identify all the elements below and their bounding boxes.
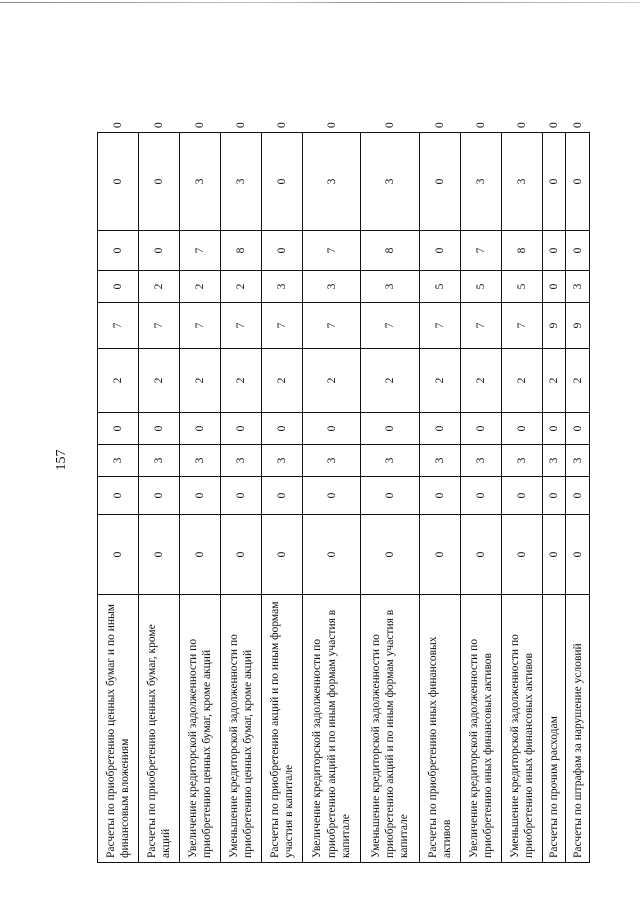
code-digit-cell: 2 (419, 349, 460, 413)
table-container (97, 122, 590, 863)
code-digit-cell: 0 (542, 271, 566, 303)
code-digit-cell: 0 (361, 477, 419, 515)
code-digit-cell: 3 (180, 445, 221, 477)
code-digit-cell: 0 (542, 413, 566, 445)
code-digit-cell: 2 (303, 349, 361, 413)
code-digit-cell: 7 (98, 303, 139, 349)
code-digit-cell: 3 (303, 133, 361, 231)
code-digit-cell: 3 (566, 445, 590, 477)
code-digit-cell: 0 (139, 515, 180, 595)
code-digit-cell: 2 (566, 349, 590, 413)
code-digit-cell: 3 (361, 271, 419, 303)
code-digit-cell: 2 (262, 349, 303, 413)
accounts-table (97, 122, 590, 863)
code-digit-cell: 0 (98, 231, 139, 271)
code-digit-cell: 0 (419, 515, 460, 595)
code-digit-cell: 0 (419, 477, 460, 515)
code-digit-cell: 7 (419, 303, 460, 349)
code-digit-cell: 5 (419, 271, 460, 303)
code-digit-cell: 0 (361, 515, 419, 595)
table-row: Расчеты по приобретению акций и по иным формам участия в капитале 0 0 3 0 2 7 3 0 0 0 (262, 133, 303, 863)
code-digit-cell: 3 (262, 271, 303, 303)
code-digit-cell: 0 (98, 413, 139, 445)
code-digit-cell: 2 (139, 271, 180, 303)
scan-edge-line (0, 2, 640, 3)
code-digit-cell: 0 (501, 477, 542, 515)
code-digit-cell: 0 (566, 515, 590, 595)
table-row: Уменьшение кредиторской задолженности по приобретению ценных бумаг, кроме акций 0 0 3 0 2 7 2 8 3 0 (221, 133, 262, 863)
code-digit-cell: 7 (139, 303, 180, 349)
code-digit-cell: 3 (460, 445, 501, 477)
code-digit-cell: 0 (542, 515, 566, 595)
code-digit-cell: 3 (361, 133, 419, 231)
code-digit-cell: 9 (542, 303, 566, 349)
code-digit-cell: 0 (566, 133, 590, 231)
code-digit-cell: 0 (419, 133, 460, 231)
code-digit-cell: 0 (139, 231, 180, 271)
code-digit-cell: 7 (361, 303, 419, 349)
table-row: Увеличение кредиторской задолженности по приобретению акций и по иным формам участия в капитале 0 0 3 0 2 7 3 7 3 0 (303, 133, 361, 863)
row-label: Расчеты по прочим расходам (542, 595, 566, 863)
code-digit-cell: 0 (98, 515, 139, 595)
table-row: Уменьшение кредиторской задолженности по приобретению иных финансовых активов 0 0 3 0 2 7 5 8 3 0 (501, 133, 542, 863)
code-digit-cell: 0 (361, 413, 419, 445)
code-digit-cell: 8 (221, 231, 262, 271)
table-body (98, 122, 590, 863)
code-digit-cell: 2 (98, 349, 139, 413)
row-label: Уменьшение кредиторской задолженности по приобретению акций и по иным формам участия в капитале (361, 595, 419, 863)
code-digit-cell: 3 (221, 133, 262, 231)
code-digit-cell: 5 (501, 271, 542, 303)
code-digit-cell: 3 (419, 445, 460, 477)
code-digit-cell: 0 (139, 413, 180, 445)
code-digit-cell: 0 (139, 477, 180, 515)
code-digit-cell: 0 (542, 231, 566, 271)
code-digit-cell: 9 (566, 303, 590, 349)
code-digit-cell: 0 (221, 477, 262, 515)
code-digit-cell: 0 (98, 133, 139, 231)
code-digit-cell: 2 (221, 349, 262, 413)
code-digit-cell: 2 (180, 271, 221, 303)
code-digit-cell: 2 (501, 349, 542, 413)
code-digit-cell: 7 (303, 303, 361, 349)
code-digit-cell: 7 (221, 303, 262, 349)
code-digit-cell: 2 (221, 271, 262, 303)
code-digit-cell: 0 (566, 413, 590, 445)
code-digit-cell: 3 (460, 133, 501, 231)
code-digit-cell: 0 (419, 231, 460, 271)
code-digit-cell: 3 (262, 445, 303, 477)
row-label: Уменьшение кредиторской задолженности по приобретению иных финансовых активов (501, 595, 542, 863)
code-digit-cell: 0 (460, 515, 501, 595)
code-digit-cell: 0 (98, 477, 139, 515)
code-digit-cell: 0 (303, 515, 361, 595)
table-row: Уменьшение кредиторской задолженности по приобретению акций и по иным формам участия в капитале 0 0 3 0 2 7 3 8 3 0 (361, 133, 419, 863)
code-digit-cell: 7 (303, 231, 361, 271)
row-label: Увеличение кредиторской задолженности по приобретению иных финансовых активов (460, 595, 501, 863)
code-digit-cell: 3 (139, 445, 180, 477)
code-digit-cell: 7 (180, 231, 221, 271)
code-digit-cell: 7 (460, 231, 501, 271)
code-digit-cell: 0 (262, 515, 303, 595)
code-digit-cell: 8 (501, 231, 542, 271)
code-digit-cell: 0 (98, 271, 139, 303)
code-digit-cell: 2 (361, 349, 419, 413)
code-digit-cell: 3 (303, 445, 361, 477)
code-digit-cell: 0 (460, 413, 501, 445)
code-digit-cell: 0 (542, 133, 566, 231)
row-label: Расчеты по приобретению иных финансовых активов (419, 595, 460, 863)
code-digit-cell: 0 (303, 477, 361, 515)
row-label: Уменьшение кредиторской задолженности по приобретению ценных бумаг, кроме акций (221, 595, 262, 863)
code-digit-cell: 7 (180, 303, 221, 349)
page-number: 157 (54, 449, 69, 471)
code-digit-cell: 0 (501, 515, 542, 595)
code-digit-cell: 0 (566, 231, 590, 271)
code-digit-cell: 2 (542, 349, 566, 413)
table-row: Расчеты по приобретению ценных бумаг и по иным финансовым вложениям 0 0 3 0 2 7 0 0 0 0 (98, 133, 139, 863)
code-digit-cell: 3 (361, 445, 419, 477)
code-digit-cell: 2 (139, 349, 180, 413)
code-digit-cell: 0 (542, 477, 566, 515)
row-label: Расчеты по штрафам за нарушение условий (566, 595, 590, 863)
row-label: Увеличение кредиторской задолженности по приобретению ценных бумаг, кроме акций (180, 595, 221, 863)
code-digit-cell: 3 (221, 445, 262, 477)
code-digit-cell: 0 (262, 133, 303, 231)
code-digit-cell: 7 (501, 303, 542, 349)
code-digit-cell: 0 (180, 515, 221, 595)
code-digit-cell: 0 (221, 515, 262, 595)
code-digit-cell: 3 (542, 445, 566, 477)
code-digit-cell: 3 (501, 133, 542, 231)
table-row: Расчеты по приобретению ценных бумаг, кроме акций 0 0 3 0 2 7 2 0 0 0 (139, 133, 180, 863)
code-digit-cell: 3 (303, 271, 361, 303)
code-digit-cell: 0 (460, 477, 501, 515)
code-digit-cell: 0 (262, 413, 303, 445)
code-digit-cell: 3 (98, 445, 139, 477)
code-digit-cell: 0 (303, 413, 361, 445)
code-digit-cell: 0 (221, 413, 262, 445)
code-digit-cell: 0 (262, 231, 303, 271)
table-row: Расчеты по штрафам за нарушение условий 0 0 3 0 2 9 3 0 0 0 (566, 133, 590, 863)
code-digit-cell: 0 (180, 477, 221, 515)
code-digit-cell: 0 (139, 133, 180, 231)
code-digit-cell: 0 (566, 477, 590, 515)
code-digit-cell: 0 (262, 477, 303, 515)
code-digit-cell: 3 (566, 271, 590, 303)
code-digit-cell: 3 (180, 133, 221, 231)
table-row: Расчеты по прочим расходам 0 0 3 0 2 9 0 0 0 0 (542, 133, 566, 863)
row-label: Расчеты по приобретению ценных бумаг, кроме акций (139, 595, 180, 863)
row-label: Увеличение кредиторской задолженности по приобретению акций и по иным формам участия в капитале (303, 595, 361, 863)
code-digit-cell: 3 (501, 445, 542, 477)
code-digit-cell: 2 (180, 349, 221, 413)
code-digit-cell: 0 (180, 413, 221, 445)
code-digit-cell: 7 (262, 303, 303, 349)
code-digit-cell: 8 (361, 231, 419, 271)
code-digit-cell: 7 (460, 303, 501, 349)
row-label: Расчеты по приобретению акций и по иным формам участия в капитале (262, 595, 303, 863)
code-digit-cell: 0 (419, 413, 460, 445)
rotated-table-frame (97, 122, 590, 863)
row-label: Расчеты по приобретению ценных бумаг и по иным финансовым вложениям (98, 595, 139, 863)
code-digit-cell: 0 (501, 413, 542, 445)
code-digit-cell: 2 (460, 349, 501, 413)
table-row: Увеличение кредиторской задолженности по приобретению иных финансовых активов 0 0 3 0 2 7 5 7 3 0 (460, 133, 501, 863)
code-digit-cell: 5 (460, 271, 501, 303)
table-row: Расчеты по приобретению иных финансовых активов 0 0 3 0 2 7 5 0 0 0 (419, 133, 460, 863)
table-row: Увеличение кредиторской задолженности по приобретению ценных бумаг, кроме акций 0 0 3 0 2 7 2 7 3 0 (180, 133, 221, 863)
